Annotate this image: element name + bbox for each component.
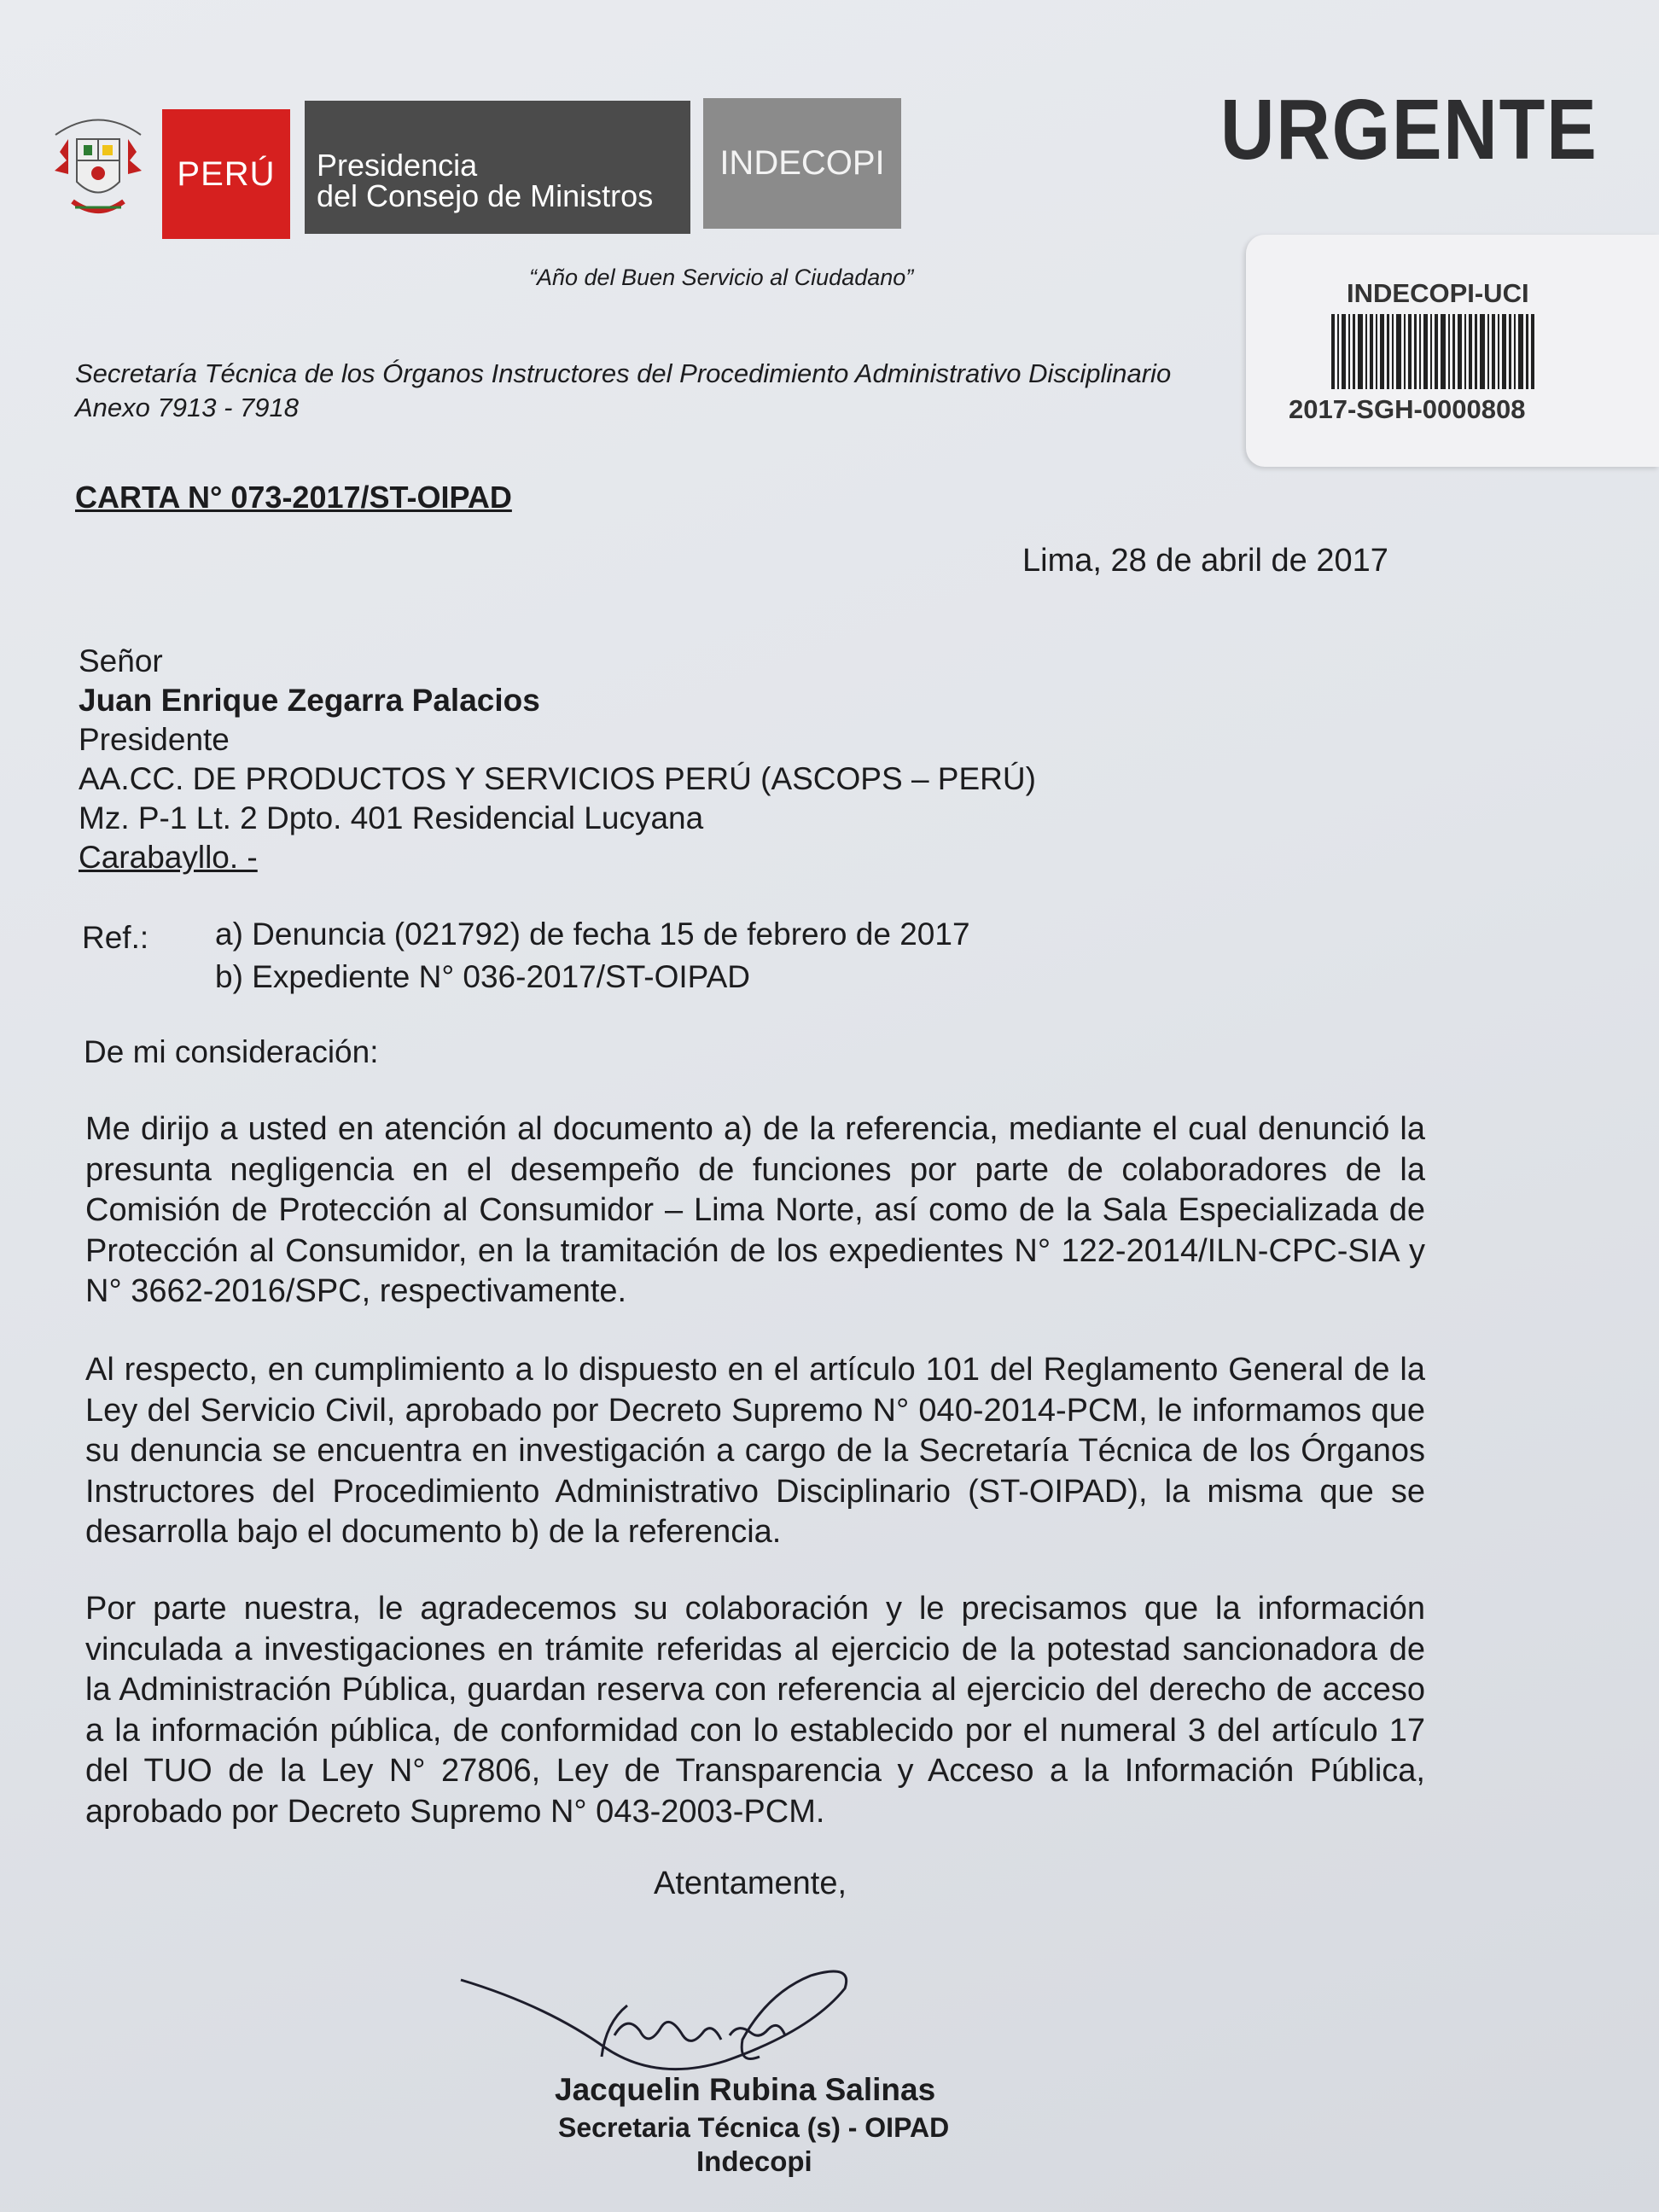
barcode-icon [1331, 314, 1536, 389]
sender-department [75, 357, 1171, 425]
paragraph-3: Por parte nuestra, le agradecemos su colaboración y le precisamos que la información vinculada a investigaciones en trámite referidas al ejercicio de la potestad sancionadora de la Administración Pública, guardan reserva con referencia al ejercicio del derecho de acceso a la información pública, de conformidad con lo establecido por el numeral 3 del artículo 17 del TUO de la Ley N° 27806, Ley de Transparencia y Acceso a la Información Pública, aprobado por Decreto Supremo N° 043-2003-PCM. [85, 1591, 1425, 1830]
peru-logo [162, 109, 290, 239]
peru-coat-of-arms-icon [43, 101, 154, 237]
recipient-org: AA.CC. DE PRODUCTOS Y SERVICIOS PERÚ (ASCOPS – PERÚ) [79, 761, 1036, 796]
greeting: De mi consideración: [84, 1034, 379, 1069]
signer-title: Secretaria Técnica (s) - OIPAD [558, 2112, 950, 2143]
letter-number: CARTA N° 073-2017/ST-OIPAD [75, 480, 512, 515]
ref-list [215, 913, 970, 998]
ref-item-b: b) Expediente N° 036-2017/ST-OIPAD [215, 959, 750, 994]
year-motto: “Año del Buen Servicio al Ciudadano” [529, 265, 914, 290]
ref-label: Ref.: [82, 920, 149, 955]
pcm-line-2: del Consejo de Ministros [317, 178, 654, 213]
recipient-position: Presidente [79, 722, 230, 757]
sender-dept-name: Secretaría Técnica de los Órganos Instructores del Procedimiento Administrativo Disciplinario [75, 358, 1172, 388]
pcm-line-1: Presidencia [317, 148, 478, 183]
recipient-name: Juan Enrique Zegarra Palacios [79, 683, 540, 718]
letter-date: Lima, 28 de abril de 2017 [1022, 543, 1388, 579]
closing: Atentamente, [654, 1866, 847, 1901]
sender-anexo: Anexo 7913 - 7918 [75, 393, 299, 422]
paragraph-2: Al respecto, en cumplimiento a lo dispuesto en el artículo 101 del Reglamento General de la Ley del Servicio Civil, aprobado por Decreto Supremo N° 040-2014-PCM, le informamos que su denuncia se encuentra en investigación a cargo de la Secretaría Técnica de los Órganos Instructores del Procedimiento Administrativo Disciplinario (ST-OIPAD), la misma que se desarrolla bajo el documento b) de la referencia. [85, 1352, 1425, 1550]
recipient-address: Mz. P-1 Lt. 2 Dpto. 401 Residencial Lucyana [79, 800, 704, 835]
paragraph-1: Me dirijo a usted en atención al documento a) de la referencia, mediante el cual denunció la presunta negligencia en el desempeño de funciones por parte de colaboradores de la Comisión de Protección al Consumidor – Lima Norte, así como de la Sala Especializada de Protección al Consumidor, en la tramitación de los expedientes N° 122-2014/ILN-CPC-SIA y N° 3662-2016/SPC, respectivamente. [85, 1111, 1425, 1309]
stamp-code: 2017-SGH-0000808 [1289, 394, 1526, 424]
stamp-org: INDECOPI-UCI [1347, 278, 1529, 308]
recipient-salutation: Señor [79, 643, 163, 678]
signer-name: Jacquelin Rubina Salinas [555, 2072, 936, 2107]
signer-institution: Indecopi [696, 2145, 812, 2177]
indecopi-logo-text: INDECOPI [719, 144, 885, 182]
pcm-logo [305, 101, 690, 234]
urgente-stamp: URGENTE [1220, 82, 1598, 178]
recipient-city: Carabayllo. - [79, 840, 258, 875]
indecopi-logo [703, 98, 901, 229]
peru-logo-text: PERÚ [177, 154, 276, 193]
ref-item-a: a) Denuncia (021792) de fecha 15 de febrero de 2017 [215, 917, 970, 952]
recipient-block [79, 642, 1036, 877]
